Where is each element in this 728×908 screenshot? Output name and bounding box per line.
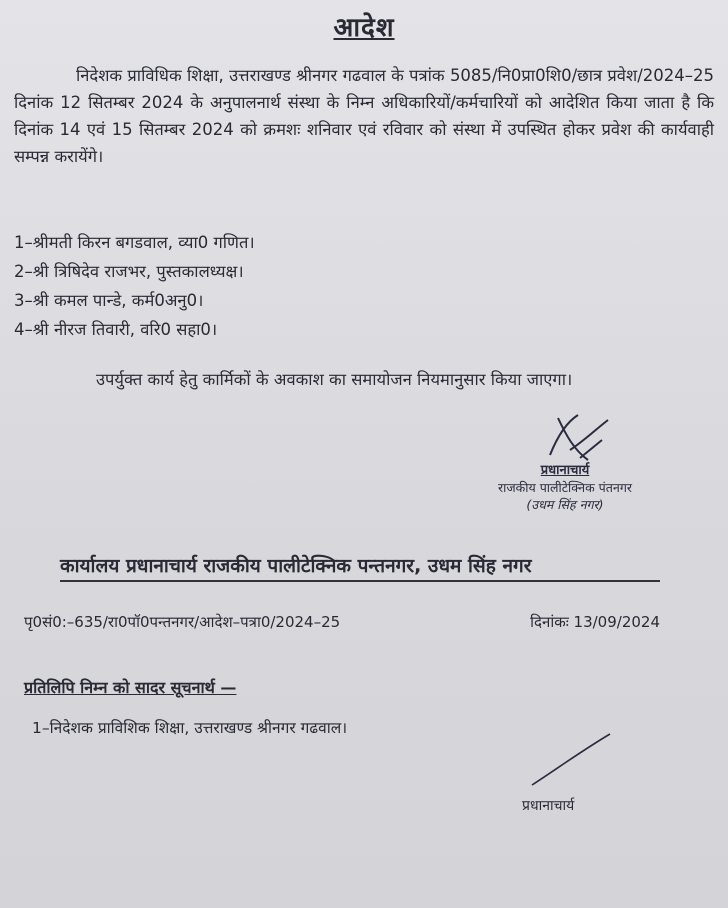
list-item: 1–श्रीमती किरन बगडवाल, व्या0 गणित।	[14, 233, 255, 252]
reference-date: दिनांकः 13/09/2024	[530, 613, 660, 631]
reference-line	[24, 612, 714, 632]
signatory-title: प्रधानाचार्य	[522, 798, 575, 814]
order-paragraph-line1: निदेशक प्राविधिक शिक्षा, उत्तराखण्ड श्रीनगर गढवाल के पत्रांक	[76, 66, 445, 85]
stamp-institution: राजकीय पालीटेक्निक पंतनगर	[498, 480, 632, 495]
stamp-district: (उधम सिंह नगर)	[526, 497, 604, 512]
office-heading: कार्यालय प्रधानाचार्य राजकीय पालीटेक्निक पन्तनगर, उधम सिंह नगर	[60, 552, 660, 582]
leave-adjustment-text: उपर्युक्त कार्य हेतु कार्मिकों के अवकाश का समायोजन नियमानुसार किया जाएगा।	[96, 370, 573, 389]
copy-recipient: 1–निदेशक प्राविशिक शिक्षा, उत्तराखण्ड श्रीनगर गढवाल।	[32, 719, 348, 737]
principal-stamp	[470, 462, 660, 513]
list-item: 2–श्री त्रिषिदेव राजभर, पुस्तकालध्यक्ष।	[14, 262, 244, 281]
principal-signature	[540, 410, 620, 470]
copy-heading: प्रतिलिपि निम्न को सादर सूचनार्थ —	[24, 678, 237, 697]
list-item: 3–श्री कमल पान्डे, कर्म0अनु0।	[14, 291, 204, 310]
reference-number: पृ0सं0:–635/रा0पॉ0पन्तनगर/आदेश–पत्रा0/2024–25	[24, 613, 341, 631]
stamp-designation: प्रधानाचार्य	[540, 463, 590, 478]
order-title: आदेश	[333, 13, 395, 43]
leave-adjustment-paragraph	[14, 366, 714, 393]
order-paragraph	[14, 62, 714, 170]
list-item: 4–श्री नीरज तिवारी, वरि0 सहा0।	[14, 320, 218, 339]
staff-list	[14, 228, 255, 344]
order-paragraph-body: 5085/नि0प्रा0शि0/छात्र प्रवेश/2024–25 दिनांक 12 सितम्बर 2024 के अनुपालनार्थ संस्था के निम्न अधिकारियों/कर्मचारियों को आदेशित किया जाता है कि दिनांक 14 एवं 15 सितम्बर 2024 को क्रमशः शनिवार एवं रविवार को संस्था में उपस्थित होकर प्रवेश की कार्यवाही सम्पन्न करायेंगे।	[14, 66, 714, 166]
second-signature	[528, 730, 614, 790]
